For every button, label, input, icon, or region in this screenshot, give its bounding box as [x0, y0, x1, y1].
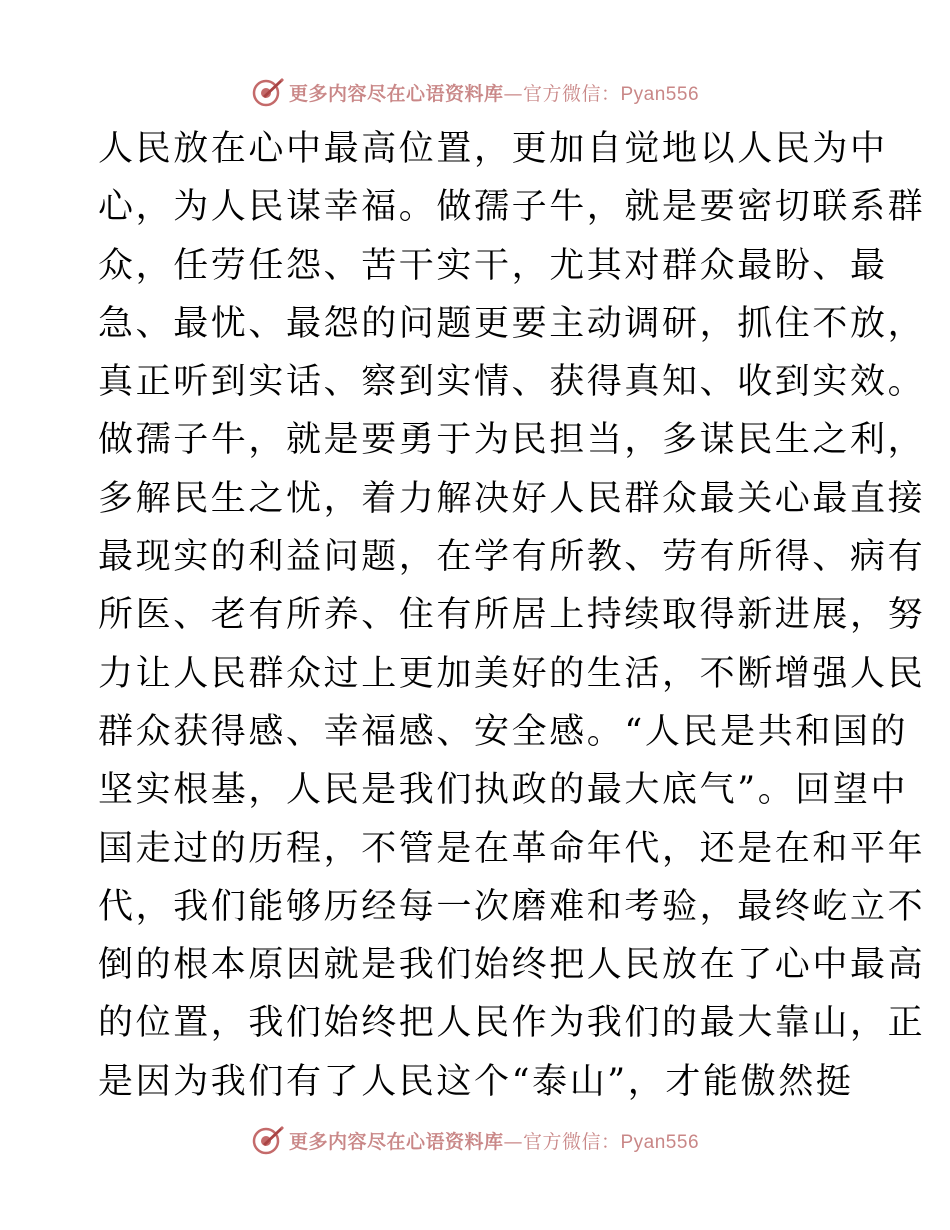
text-line: 做孺子牛，就是要勇于为民担当，多谋民生之利， [98, 420, 926, 461]
text-line: 是因为我们有了人民这个“泰山”，才能傲然挺 [98, 1061, 854, 1102]
watermark-id: Pyan556 [620, 1131, 700, 1153]
watermark-text [289, 1127, 699, 1154]
watermark-main: 更多内容尽在心语资料库 [288, 82, 504, 105]
watermark-official: 官方微信： [522, 1130, 621, 1153]
text-line: 众，任劳任怨、苦干实干，尤其对群众最盼、最 [98, 245, 888, 286]
header-watermark [0, 72, 950, 112]
text-line: 急、最忧、最怨的问题更要主动调研，抓住不放， [98, 303, 926, 344]
watermark-dash: — [503, 82, 523, 105]
footer-watermark [0, 1120, 950, 1160]
text-line: 心，为人民谋幸福。做孺子牛，就是要密切联系群 [98, 187, 926, 228]
text-line: 所医、老有所养、住有所居上持续取得新进展，努 [98, 595, 926, 636]
text-line: 人民放在心中最高位置，更加自觉地以人民为中 [98, 129, 888, 169]
text-line: 力让人民群众过上更加美好的生活，不断增强人民 [98, 653, 926, 694]
watermark-official: 官方微信： [522, 82, 621, 105]
text-line: 倒的根本原因就是我们始终把人民放在了心中最高 [98, 945, 926, 986]
watermark-main: 更多内容尽在心语资料库 [288, 1130, 504, 1153]
watermark-dash: — [503, 1130, 523, 1153]
text-line: 坚实根基，人民是我们执政的最大底气”。回望中 [98, 770, 909, 811]
watermark-id: Pyan556 [620, 83, 700, 105]
text-line: 代，我们能够历经每一次磨难和考验，最终屹立不 [98, 886, 926, 927]
text-line: 真正听到实话、察到实情、获得真知、收到实效。 [98, 362, 926, 403]
text-line: 最现实的利益问题，在学有所教、劳有所得、病有 [98, 537, 926, 578]
text-line: 多解民生之忧，着力解决好人民群众最关心最直接 [98, 478, 926, 519]
text-line: 群众获得感、幸福感、安全感。“人民是共和国的 [98, 711, 909, 752]
pen-logo-icon [251, 75, 285, 109]
text-line: 的位置，我们始终把人民作为我们的最大靠山，正 [98, 1003, 926, 1044]
pen-logo-icon [251, 1123, 285, 1157]
watermark-text [289, 79, 699, 106]
document-body [98, 120, 926, 1111]
text-line: 国走过的历程，不管是在革命年代，还是在和平年 [98, 828, 926, 869]
